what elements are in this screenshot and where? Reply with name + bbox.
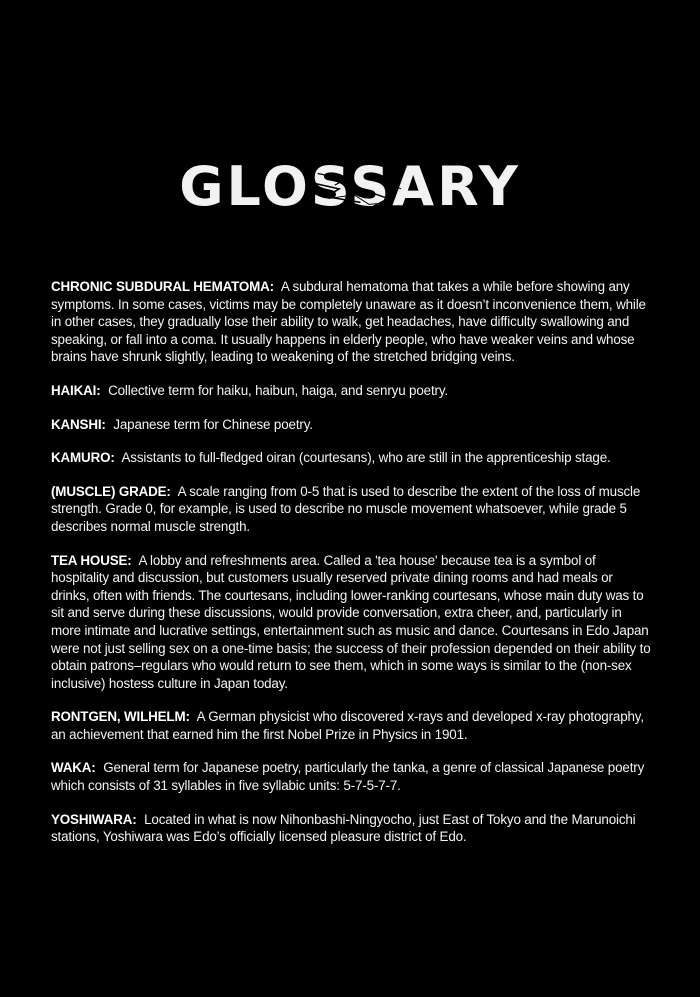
entry-term: CHRONIC SUBDURAL HEMATOMA: [51, 279, 274, 294]
glossary-entry [51, 278, 651, 366]
title-text: GLOSSARY [179, 155, 521, 218]
entry-definition: A German physicist who discovered x-rays and developed x-ray photography, an achievement that earned him the first Nobel Prize in Physics in 1901. [51, 709, 644, 742]
entry-definition: A lobby and refreshments area. Called a 'tea house' because tea is a symbol of hospitality and discussion, but customers usually reserved private dining rooms and had meals or drinks, often with friends. The courtesans, including lower-ranking courtesans, whose main duty was to sit and serve during these discussions, would provide conversation, extra cheer, and, particularly in more intimate and lucrative settings, entertainment such as music and dance. Courtesans in Edo Japan were not just selling sex on a one-time basis; the success of their profession depended on their ability to obtain patrons–regulars who would return to see them, which in some ways is similar to the (non-sex inclusive) hostess culture in Japan today. [51, 552, 651, 691]
entry-term: TEA HOUSE: [51, 552, 132, 568]
title-area [0, 155, 700, 218]
glossary-entry [51, 416, 651, 434]
entry-definition: Japanese term for Chinese poetry. [113, 416, 313, 432]
entry-definition: General term for Japanese poetry, particularly the tanka, a genre of classical Japanese poetry which consists of 31 syllables in five syllabic units: 5-7-5-7-7. [51, 760, 645, 794]
entry-definition: Located in what is now Nihonbashi-Ningyocho, just East of Tokyo and the Marunoichi stations, Yoshiwara was Edo’s officially licensed pleasure district of Edo. [51, 811, 636, 845]
entry-term: RONTGEN, WILHELM: [51, 709, 190, 725]
glossary-entry [51, 552, 651, 693]
entry-term: HAIKAI: [51, 382, 101, 398]
entry-term: KANSHI: [51, 416, 106, 432]
page-title [179, 155, 521, 218]
entry-term: YOSHIWARA: [51, 811, 137, 827]
entry-definition: Assistants to full-fledged oiran (courtesans), who are still in the apprenticeship stage. [121, 450, 611, 466]
glossary-entry [51, 382, 651, 400]
entry-definition: Collective term for haiku, haibun, haiga, and senryu poetry. [108, 382, 448, 398]
entry-definition: A subdural hematoma that takes a while before showing any symptoms. In some cases, victims may be completely unaware as it doesn’t inconvenience them, while in other cases, they gradually lose their ability to walk, get headaches, have difficulty swallowing and speaking, or fall into a coma. It usually happens in elderly people, who have weaker veins and whose brains have shrunk slightly, leading to weakening of the stretched bridging veins. [51, 279, 646, 365]
glossary-entry [51, 759, 651, 794]
glossary-entry [51, 811, 651, 846]
entry-term: WAKA: [51, 760, 96, 776]
glossary-entries [51, 278, 651, 862]
glossary-entry [51, 449, 651, 467]
entry-definition: A scale ranging from 0-5 that is used to describe the extent of the loss of muscle strength. Grade 0, for example, is used to describe no muscle movement whatsoever, while grade 5 describes normal muscle strength. [51, 483, 641, 534]
glossary-entry [51, 483, 651, 536]
entry-term: KAMURO: [51, 450, 115, 466]
glossary-entry [51, 708, 651, 743]
entry-term: (MUSCLE) GRADE: [51, 483, 171, 499]
